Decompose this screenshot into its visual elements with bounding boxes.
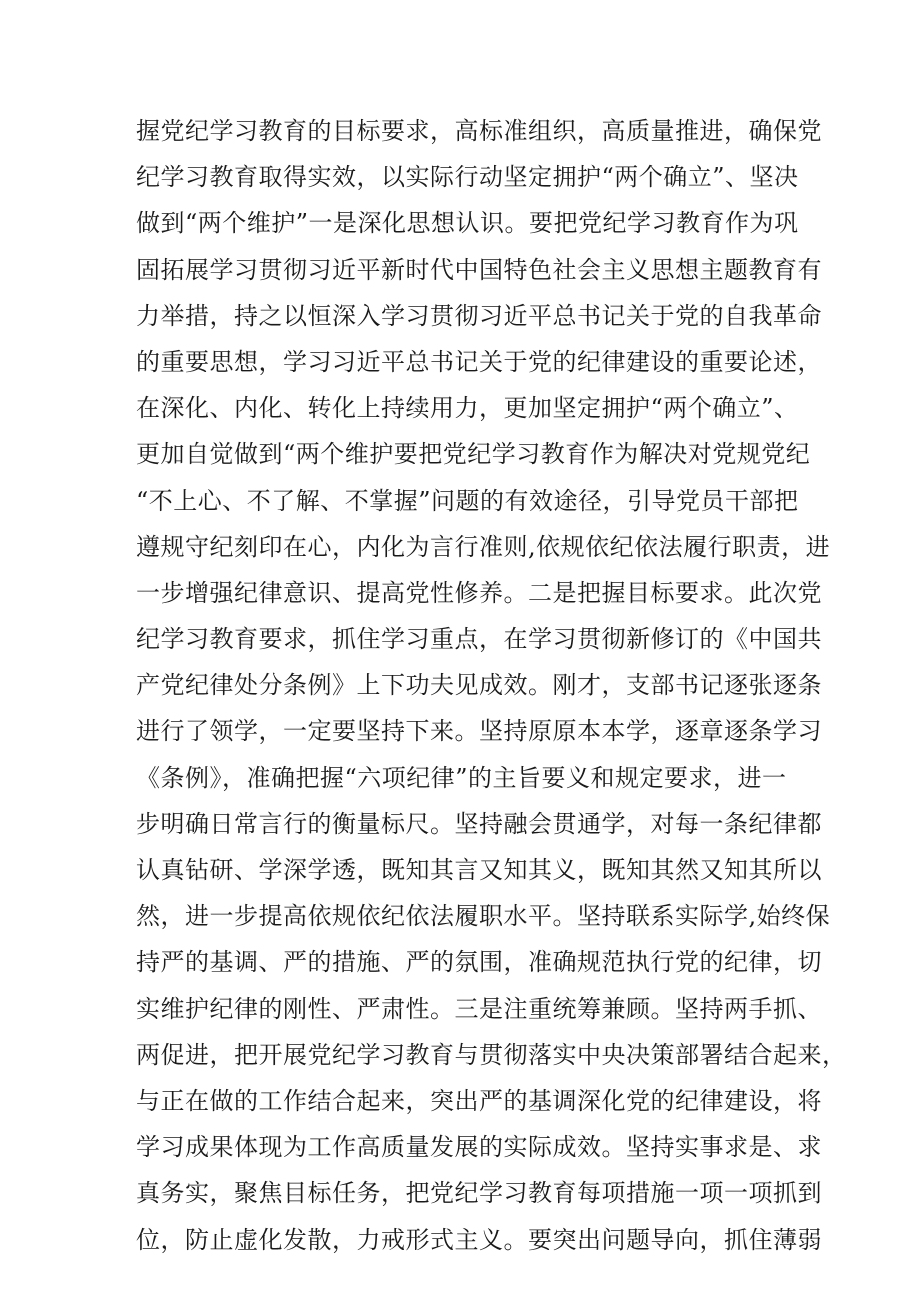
text-line: 的重要思想，学习习近平总书记关于党的纪律建设的重要论述， <box>136 347 822 376</box>
text-line: 产党纪律处分条例》上下功夫见成效。刚才，支部书记逐张逐条 <box>136 671 822 700</box>
text-line: 力举措，持之以恒深入学习贯彻习近平总书记关于党的自我革命 <box>136 301 822 330</box>
text-line: 持严的基调、严的措施、严的氛围，准确规范执行党的纪律，切 <box>136 948 822 977</box>
text-line: 在深化、内化、转化上持续用力，更加坚定拥护“两个确立”、 <box>136 394 799 423</box>
text-line: 《条例》，准确把握“六项纪律”的主旨要义和规定要求，进一 <box>136 763 787 792</box>
body-text <box>136 108 847 1263</box>
text-line: 做到“两个维护”一是深化思想认识。要把党纪学习教育作为巩 <box>136 209 799 238</box>
text-line: 学习成果体现为工作高质量发展的实际成效。坚持实事求是、求 <box>136 1133 822 1162</box>
text-line: 然，进一步提高依规依纪依法履职水平。坚持联系实际学,始终保 <box>136 902 831 931</box>
text-line: 纪学习教育取得实效，以实际行动坚定拥护“两个确立”、坚决 <box>136 163 799 192</box>
text-line: 更加自觉做到“两个维护要把党纪学习教育作为解决对党规党纪 <box>136 440 811 469</box>
text-line: 固拓展学习贯彻习近平新时代中国特色社会主义思想主题教育有 <box>136 255 822 284</box>
text-line: 进行了领学，一定要坚持下来。坚持原原本本学，逐章逐条学习 <box>136 717 822 746</box>
text-line: 遵规守纪刻印在心，内化为言行准则,依规依纪依法履行职责，进 <box>136 532 831 561</box>
text-line: 真务实，聚焦目标任务，把党纪学习教育每项措施一项一项抓到 <box>136 1179 822 1208</box>
text-line: 一步增强纪律意识、提高党性修养。二是把握目标要求。此次党 <box>136 578 822 607</box>
text-line: 实维护纪律的刚性、严肃性。三是注重统筹兼顾。坚持两手抓、 <box>136 994 822 1023</box>
text-line: 握党纪学习教育的目标要求，高标准组织，高质量推进，确保党 <box>136 117 822 145</box>
text-line: 纪学习教育要求，抓住学习重点，在学习贯彻新修订的《中国共 <box>136 625 822 654</box>
text-line: 两促进，把开展党纪学习教育与贯彻落实中央决策部署结合起来， <box>136 1040 847 1069</box>
text-line: 与正在做的工作结合起来，突出严的基调深化党的纪律建设，将 <box>136 1086 822 1115</box>
text-line: 步明确日常言行的衡量标尺。坚持融会贯通学，对每一条纪律都 <box>136 809 822 838</box>
text-line: “不上心、不了解、不掌握”问题的有效途径，引导党员干部把 <box>136 486 799 515</box>
text-line: 认真钻研、学深学透，既知其言又知其义，既知其然又知其所以 <box>136 856 822 884</box>
text-line: 位，防止虚化发散，力戒形式主义。要突出问题导向，抓住薄弱 <box>136 1225 822 1254</box>
